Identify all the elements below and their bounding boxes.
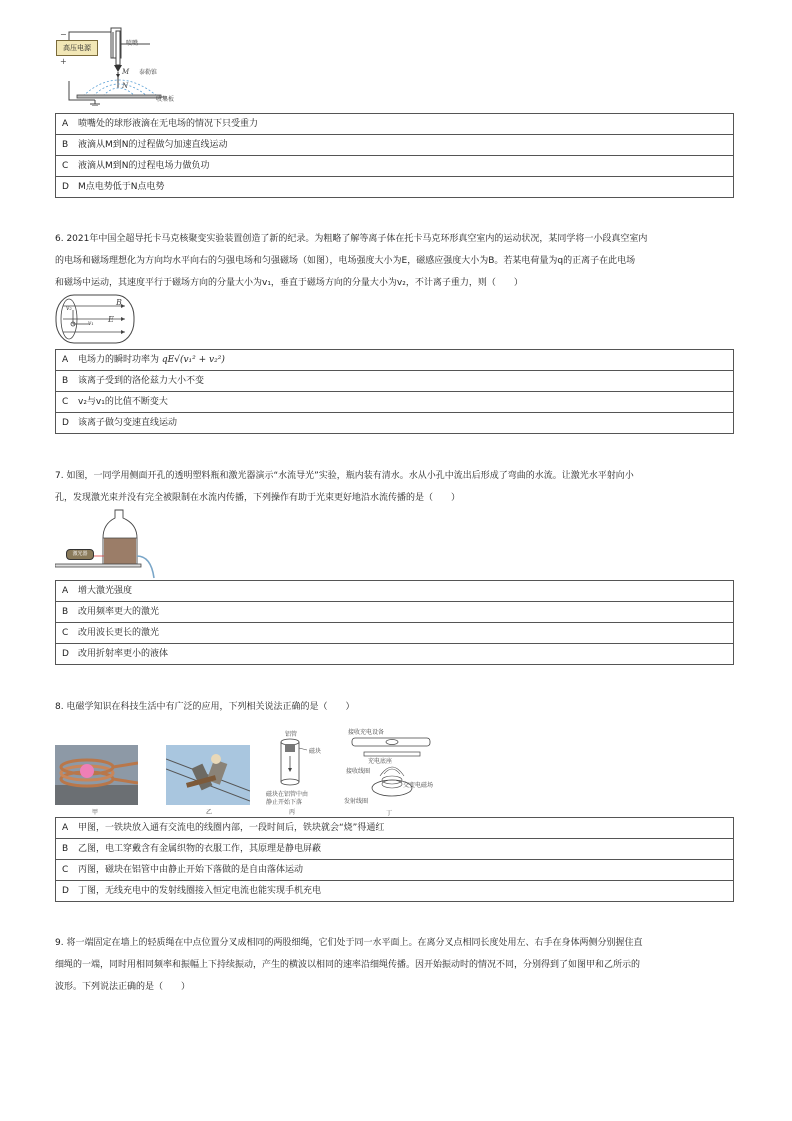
tokamak-figure [55,292,137,348]
option-c[interactable] [56,392,734,413]
option-b[interactable] [56,602,734,623]
e-field-label: E [108,315,114,324]
option-text: 改用波长更长的激光 [78,628,160,638]
option-letter: B [62,844,69,854]
nozzle-label: 喷嘴 [126,40,139,47]
water-light-guide-figure [55,508,165,580]
option-text: 增大激光强度 [78,586,133,596]
plate-label: 收集板 [156,96,175,103]
b-field-label: B [116,298,122,307]
option-text: 喷嘴处的球形液滴在无电场的情况下只受重力 [78,119,259,129]
tube-caption-1: 磁块在铝管中由 [266,791,309,798]
option-text: 改用折射率更小的液体 [78,649,169,659]
option-text: 液滴从M到N的过程做匀加速直线运动 [78,140,228,150]
power-supply-box: 高压电源 [56,40,98,56]
q8-stem [55,696,737,718]
tube-caption-2: 静止开始下落 [266,799,303,806]
q9-line-2: 细绳的一端，同时用相同频率和振幅上下持续振动，产生的横波以相同的速率沿细绳传播。因开始振动时的情况不同，分别得到了如图甲和乙所示的 [55,960,641,970]
option-letter: C [62,865,69,875]
q7-line-2: 孔，发现激光束并没有完全被限制在水流内传播，下列操作有助于光束更好地沿水流传播的是（ ） [55,493,461,503]
option-b[interactable] [56,371,734,392]
minus-sign: − [60,30,67,39]
option-d[interactable] [56,881,734,902]
option-letter: D [62,182,69,192]
plus-sign: + [60,57,67,66]
option-letter: B [62,140,69,150]
send-coil-label: 发射线圈 [344,798,369,805]
q6-stem [55,228,737,294]
option-a[interactable] [56,818,734,839]
option-letter: A [62,823,69,833]
coil-heating-photo [55,745,138,805]
option-text: 丙图，磁块在铝管中由静止开始下落做的是自由落体运动 [78,865,304,875]
caption-jia: 甲 [92,809,99,816]
option-a[interactable] [56,114,734,135]
option-b[interactable] [56,839,734,860]
option-text: 丁图，无线充电中的发射线圈接入恒定电流也能实现手机充电 [78,886,322,896]
device-label: 接收充电设备 [348,729,385,736]
q8-line-1: 8. 电磁学知识在科技生活中有广泛的应用，下列相关说法正确的是（ ） [55,702,355,712]
option-text: 甲图，一铁块放入通有交流电的线圈内部，一段时间后，铁块就会“烧”得通红 [78,823,385,833]
option-text: 该离子做匀变速直线运动 [78,418,178,428]
option-c[interactable] [56,623,734,644]
option-c[interactable] [56,156,734,177]
q6-options [55,349,734,434]
option-text: M点电势低于N点电势 [78,182,165,192]
option-d[interactable] [56,413,734,434]
point-n-label: N [122,82,129,90]
electrician-photo [166,745,250,805]
option-text: 该离子受到的洛伦兹力大小不变 [78,376,205,386]
tube-label: 铝管 [285,731,298,738]
q6-line-1: 6. 2021年中国全超导托卡马克核聚变实验装置创造了新的纪录。为粗略了解等离子体在托卡马克环形真空室内的运动状况，某同学将一小段真空室内 [55,234,648,244]
q8-options [55,817,734,902]
option-letter: B [62,607,69,617]
option-letter: A [62,586,69,596]
option-text: 液滴从M到N的过程电场力做负功 [78,161,210,171]
option-a[interactable] [56,581,734,602]
option-letter: D [62,418,69,428]
option-letter: D [62,649,69,659]
caption-ding: 丁 [386,810,393,817]
cone-label: 泰勒锥 [139,69,158,76]
option-text: 改用频率更大的激光 [78,607,160,617]
recv-coil-label: 接收线圈 [346,768,371,775]
v1-label: v₁ [88,320,94,327]
base-label: 充电底座 [368,758,393,765]
option-letter: A [62,119,69,129]
v2-label: v₂ [66,305,72,312]
q6-line-2: 的电场和磁场理想化为方向均水平向右的匀强电场和匀强磁场（如图），电场强度大小为E，磁感应强度大小为B。若某电荷量为q的正离子在此电场 [55,256,636,266]
option-letter: C [62,161,69,171]
option-b[interactable] [56,135,734,156]
q6-line-3: 和磁场中运动，其速度平行于磁场方向的分量大小为v₁，垂直于磁场方向的分量大小为v₂，不计离子重力，则（ ） [55,278,523,288]
q9-stem [55,932,737,998]
q5-options [55,113,734,198]
field-label: 交变电磁场 [403,782,434,789]
power-formula: qE√(v₁² + v₂²) [161,355,225,365]
option-letter: C [62,628,69,638]
caption-bing: 丙 [289,809,296,816]
q9-line-1: 9. 将一端固定在墙上的轻质绳在中点位置分叉成相同的两股细绳，它们处于同一水平面上。在离分叉点相同长度处用左、右手在身体两侧分别握住直 [55,938,643,948]
q7-stem [55,465,737,509]
option-text: v₂与v₁的比值不断变大 [78,397,168,407]
magnet-label: 磁块 [309,748,322,755]
option-letter: C [62,397,69,407]
q7-line-1: 7. 如图，一同学用侧面开孔的透明塑料瓶和激光器演示“水流导光”实验，瓶内装有清水。水从小孔中流出后形成了弯曲的水流。让激光水平射向小 [55,471,634,481]
laser-device: 激光器 [66,549,94,560]
option-c[interactable] [56,860,734,881]
option-letter: A [62,355,69,365]
option-a[interactable] [56,350,734,371]
q7-options [55,580,734,665]
option-letter: B [62,376,69,386]
option-d[interactable] [56,644,734,665]
option-text: 电场力的瞬时功率为 [78,355,160,365]
point-m-label: M [122,68,130,76]
q9-line-3: 波形。下列说法正确的是（ ） [55,982,191,992]
caption-yi: 乙 [206,809,213,816]
option-d[interactable] [56,177,734,198]
option-letter: D [62,886,69,896]
option-text: 乙图，电工穿戴含有金属织物的衣服工作，其原理是静电屏蔽 [78,844,322,854]
